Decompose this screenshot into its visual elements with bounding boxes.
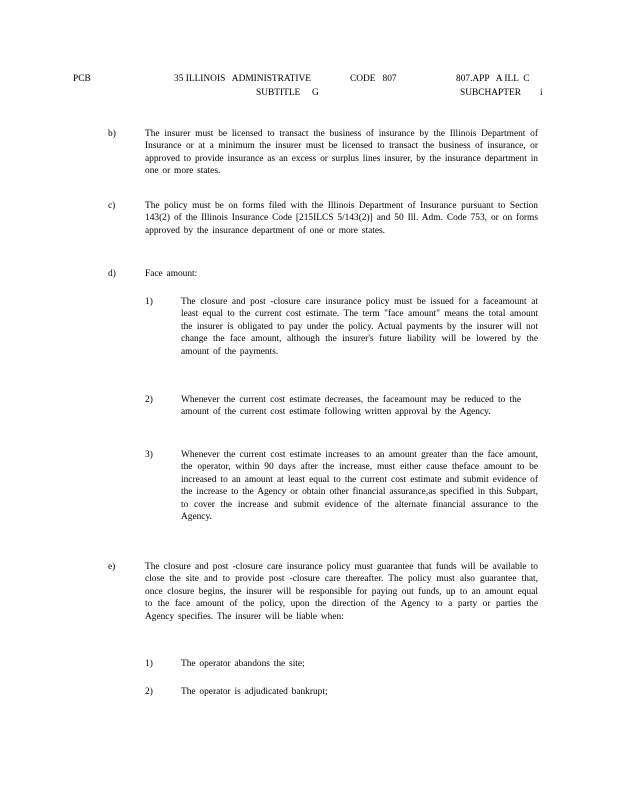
header-sub-letter: i bbox=[540, 88, 543, 98]
item-d3-text: Whenever the current cost estimate increases to an amount greater than the face amount, the operator, within 90 days after the increase, must either cause theface amount to be increased to an amount at least equal to the current cost estimate and submit evidence of the increase to the Agency or obtain other financial assurance,as specified in this Subpart, to cover the increase and submit evidence of the alternate financial assurance to the Agency. bbox=[181, 450, 538, 523]
header-app: 807.APP A ILL C bbox=[456, 74, 530, 84]
item-d3-label: 3) bbox=[145, 450, 153, 460]
item-c-label: c) bbox=[108, 201, 116, 211]
item-d1-label: 1) bbox=[145, 297, 153, 307]
header-subchapter: SUBCHAPTER bbox=[460, 88, 521, 98]
item-e2-label: 2) bbox=[145, 687, 153, 697]
item-d2-text: Whenever the current cost estimate decreases, the faceamount may be reduced to the amount of the current cost estimate following written approval by the Agency. bbox=[181, 395, 521, 418]
item-b-label: b) bbox=[108, 129, 116, 139]
header-title-line1: 35 ILLINOIS ADMINISTRATIVE bbox=[174, 74, 311, 84]
header-title-line2: SUBTITLE G bbox=[256, 88, 319, 98]
item-c-text: The policy must be on forms filed with the Illinois Department of Insurance pursuant to Section 143(2) of the Illinois Insurance Code [215ILCS 5/143(2)] and 50 Ill. Adm. Code 753, or on forms approved by the insurance department of one or more states. bbox=[145, 201, 538, 236]
item-d-label: d) bbox=[108, 269, 116, 279]
item-d1-text: The closure and post -closure care insurance policy must be issued for a faceamount at least equal to the current cost estimate. The term "face amount" means the total amount the insurer is obligated to pay under the policy. Actual payments by the insurer will not change the face amount, although the insurer's future liability will be lowered by the amount of the payments. bbox=[181, 297, 538, 357]
item-e-text: The closure and post -closure care insurance policy must guarantee that funds will be available to close the site and to provide post -closure care thereafter. The policy must also guarantee that, once closure begins, the insurer will be responsible for paying out funds, up to an amount equal to the face amount of the policy, upon the direction of the Agency to a party or parties the Agency specifies. The insurer will be liable when: bbox=[145, 562, 538, 622]
item-e1-label: 1) bbox=[145, 659, 153, 669]
header-code: CODE 807 bbox=[350, 74, 397, 84]
item-b-text: The insurer must be licensed to transact the business of insurance by the Illinois Department of Insurance or at a minimum the insurer must be licensed to transact the business of insurance, or approved to provide insurance as an excess or surplus lines insurer, by the insurance department in one or more states. bbox=[145, 129, 538, 177]
item-e2-text: The operator is adjudicated bankrupt; bbox=[181, 687, 328, 697]
item-d2-label: 2) bbox=[145, 395, 153, 405]
item-d-text: Face amount: bbox=[145, 269, 198, 279]
header-pcb: PCB bbox=[73, 74, 91, 84]
item-e-label: e) bbox=[108, 562, 116, 572]
item-e1-text: The operator abandons the site; bbox=[181, 659, 305, 669]
